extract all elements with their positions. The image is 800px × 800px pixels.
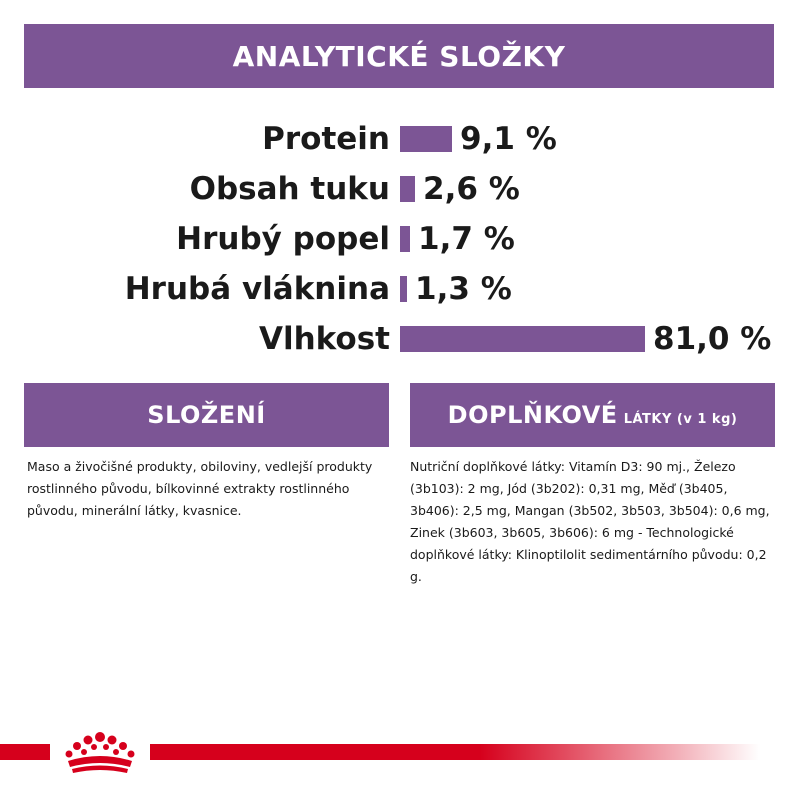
additives-text: Nutriční doplňkové látky: Vitamín D3: 90 mj., Železo (3b103): 2 mg, Jód (3b202): 0,31 mg, Měď (3b405, 3b406): 2,5 mg, Mangan (3b502, 3b503, 3b504): 0,6 mg, Zinek (3b603, 3b605, 3b606): 6 mg - Technologické doplňkové látky: Klinoptilolit sedimentárního původu: 0,2 g. <box>410 459 770 584</box>
analysis-label: Protein <box>262 121 390 157</box>
additives-title-small: LÁTKY (v 1 kg) <box>623 411 738 427</box>
analysis-chart <box>0 110 800 370</box>
analysis-bar <box>400 176 415 202</box>
crown-icon <box>58 729 142 777</box>
analysis-bar <box>400 326 645 352</box>
analysis-label: Obsah tuku <box>189 171 390 207</box>
analysis-row <box>0 214 800 264</box>
brand-logo <box>50 725 150 781</box>
analysis-row <box>0 114 800 164</box>
analysis-title-banner <box>24 24 774 88</box>
analysis-label: Hrubá vláknina <box>124 271 390 307</box>
composition-title-banner <box>24 383 389 447</box>
analysis-bar <box>400 226 410 252</box>
analysis-title: ANALYTICKÉ SLOŽKY <box>232 39 566 73</box>
analysis-value: 2,6 % <box>423 171 520 207</box>
analysis-value: 1,3 % <box>415 271 512 307</box>
analysis-value: 9,1 % <box>460 121 557 157</box>
composition-title: SLOŽENÍ <box>147 401 266 429</box>
analysis-row <box>0 314 800 364</box>
analysis-value: 81,0 % <box>653 321 772 357</box>
analysis-row <box>0 164 800 214</box>
additives-title: DOPLŇKOVÉ <box>447 401 618 429</box>
additives-title-banner <box>410 383 775 447</box>
analysis-bar <box>400 276 407 302</box>
composition-text: Maso a živočišné produkty, obiloviny, vedlejší produkty rostlinného původu, bílkovinné extrakty rostlinného původu, minerální látky, kvasnice. <box>27 459 373 518</box>
analysis-value: 1,7 % <box>418 221 515 257</box>
analysis-label: Vlhkost <box>258 321 390 357</box>
analysis-label: Hrubý popel <box>176 221 390 257</box>
analysis-row <box>0 264 800 314</box>
analysis-bar <box>400 126 452 152</box>
